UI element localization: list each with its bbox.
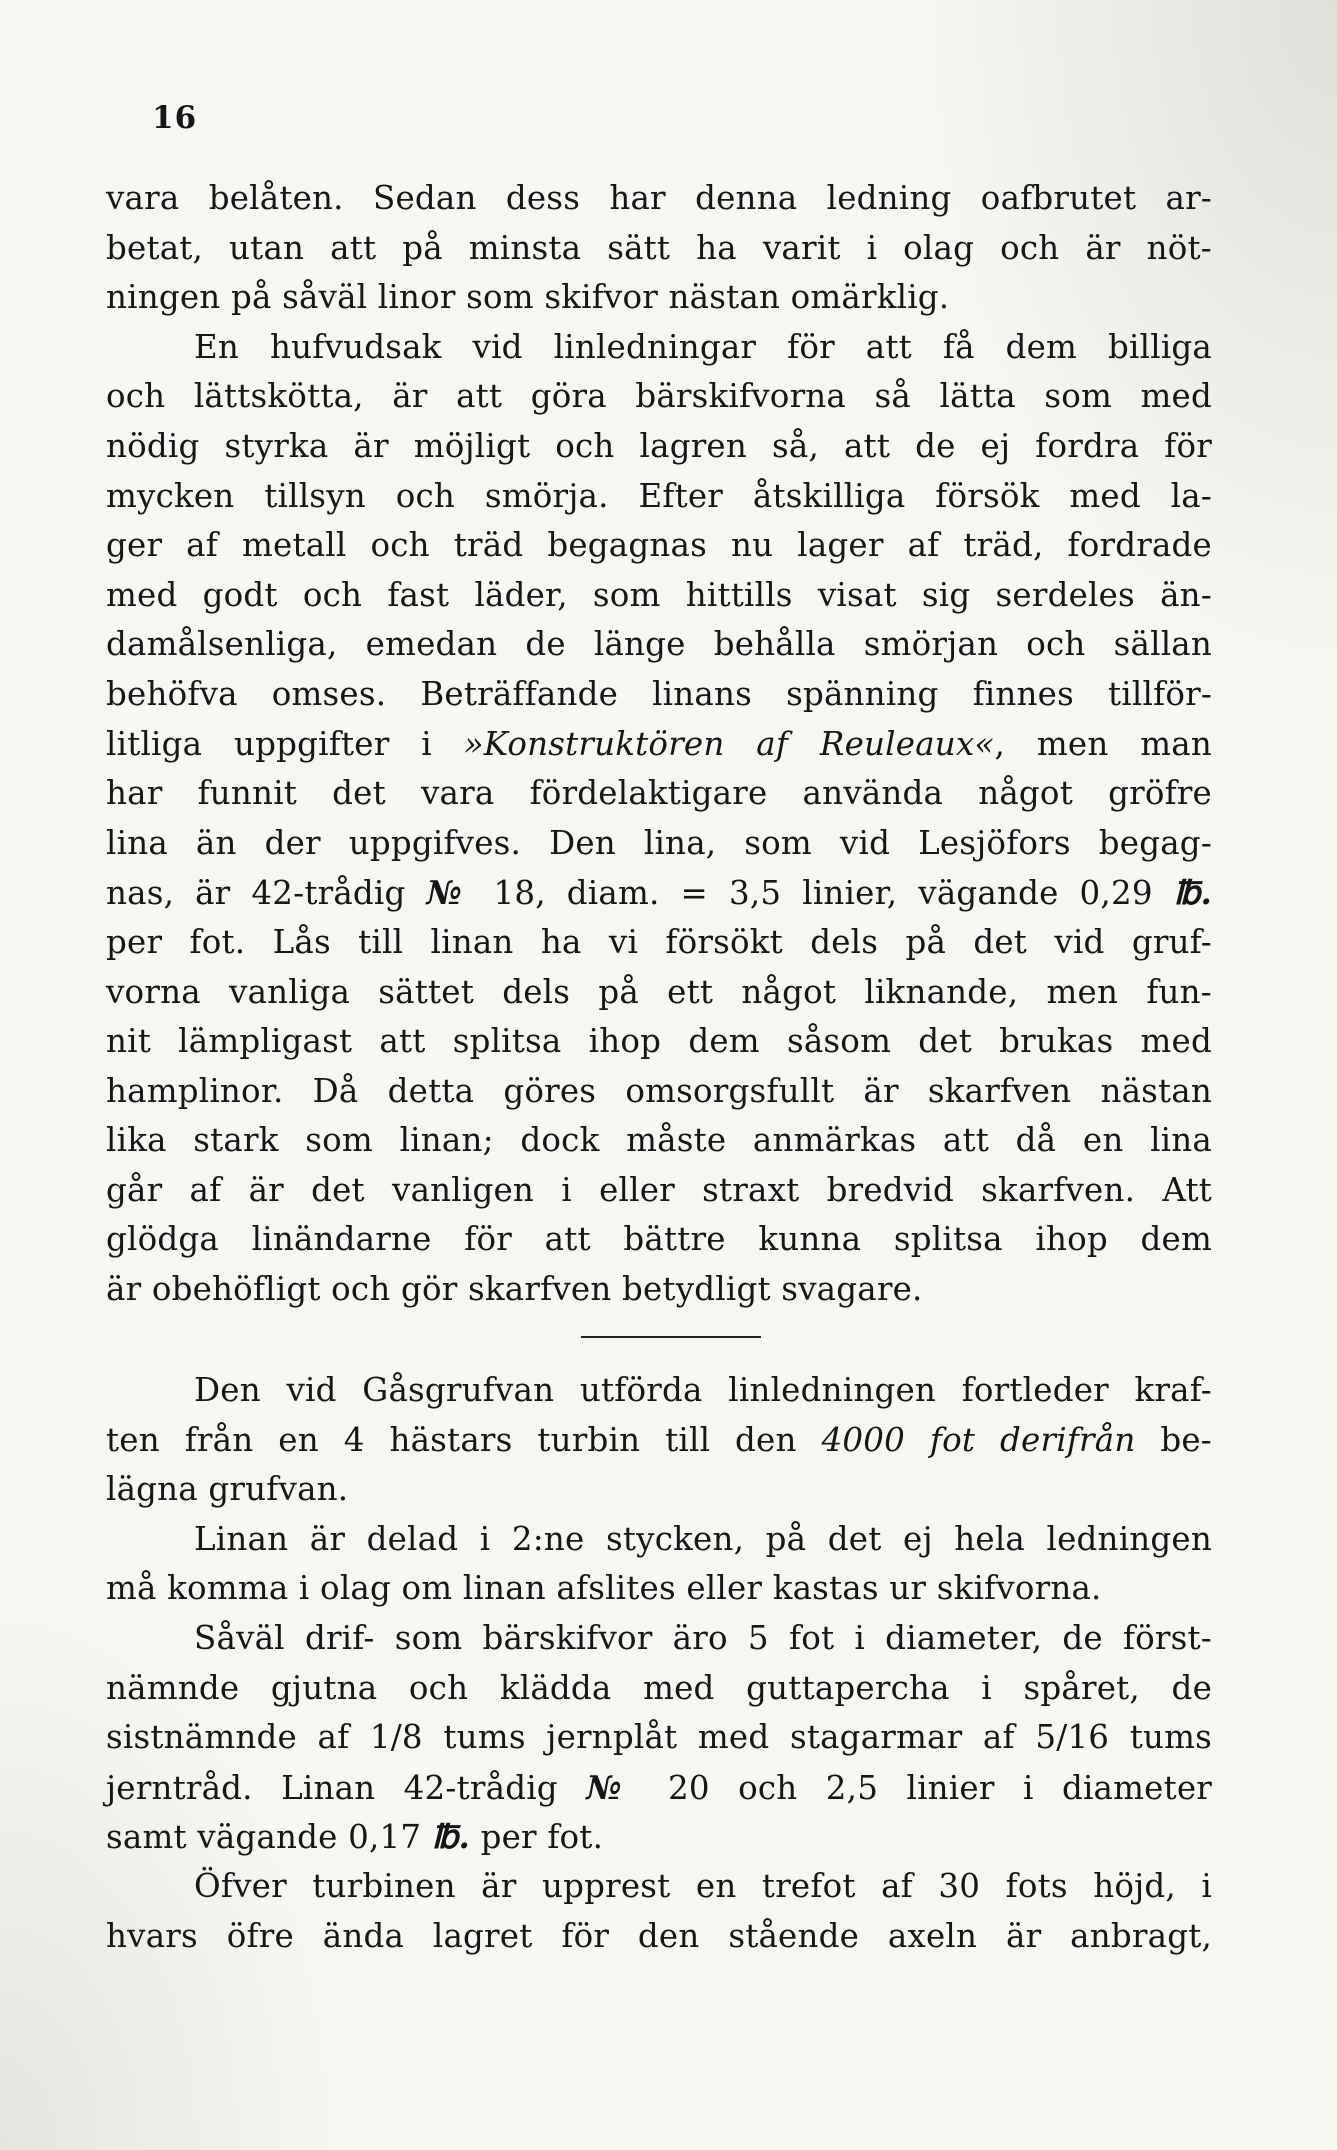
line-text: jerntråd. Linan 42-trådig (106, 1768, 587, 1807)
line-text: litliga uppgifter i (106, 724, 464, 763)
pound-unit-symbol: ℔. (431, 1817, 471, 1857)
line-text: tums jernplåt med stagarmar af (422, 1718, 1036, 1757)
text-block-lower (106, 1366, 1212, 1961)
text-line: mycken tillsyn och smörja. Efter åtskilliga försök med la- (106, 476, 1212, 515)
line-text: be- (1135, 1420, 1212, 1459)
text-line: lägna grufvan. (106, 1470, 349, 1509)
text-line: glödga linändarne för att bättre kunna splitsa ihop dem (106, 1220, 1212, 1259)
text-line: vara belåten. Sedan dess har denna ledning oafbrutet ar- (106, 179, 1212, 217)
text-line (106, 1713, 1212, 1763)
text-line: Såväl drif- som bärskifvor äro 5 fot i diameter, de först- (194, 1618, 1212, 1657)
text-line: med godt och fast läder, som hittills visat sig serdeles än- (106, 575, 1212, 614)
line-text: samt vägande 0,17 (106, 1818, 432, 1857)
line-text: sistnämnde af (106, 1718, 370, 1757)
line-text: 20 och 2,5 linier i diameter (639, 1768, 1212, 1807)
fraction: 5/16 (1035, 1718, 1110, 1757)
text-line (106, 1416, 1212, 1466)
line-text: 18, diam. = 3,5 linier, vägande 0,29 (472, 874, 1174, 913)
text-line: må komma i olag om linan afslites eller kastas ur skifvorna. (106, 1569, 1102, 1608)
text-line: går af är det vanligen i eller straxt bredvid skarfven. Att (106, 1170, 1212, 1209)
line-text: tums (1109, 1718, 1212, 1757)
text-line: och lättskötta, är att göra bärskifvorna så lätta som med (106, 377, 1212, 416)
text-line: Linan är delad i 2:ne stycken, på det ej hela ledningen (194, 1519, 1212, 1558)
text-line: Öfver turbinen är upprest en trefot af 30 fots höjd, i (194, 1866, 1212, 1905)
text-line: per fot. Lås till linan ha vi försökt dels på det vid gruf- (106, 922, 1212, 961)
text-block-upper (106, 174, 1212, 1315)
line-text: , men man (994, 724, 1212, 763)
text-line: behöfva omses. Beträffande linans spänning finnes tillför- (106, 674, 1212, 713)
text-line (106, 868, 1212, 918)
text-line: hvars öfre ända lagret för den stående axeln är anbragt, (106, 1916, 1212, 1955)
text-line (106, 1763, 1212, 1813)
line-text: per fot. (470, 1818, 604, 1857)
text-line: Den vid Gåsgrufvan utförda linledningen fortleder kraf- (194, 1371, 1212, 1409)
line-text: nas, är 42-trådig (106, 874, 427, 913)
text-line (106, 1812, 1212, 1862)
text-line: är obehöfligt och gör skarfven betydligt svagare. (106, 1270, 923, 1309)
page-number: 16 (152, 100, 198, 136)
text-line: nämnde gjutna och klädda med guttapercha i spåret, de (106, 1668, 1212, 1707)
pound-unit-symbol: ℔. (1173, 873, 1213, 913)
text-line: betat, utan att på minsta sätt ha varit i olag och är nöt- (106, 228, 1212, 267)
text-line: damålsenliga, emedan de länge behålla smörjan och sällan (106, 625, 1212, 664)
text-line: lika stark som linan; dock måste anmärkas att då en lina (106, 1121, 1212, 1160)
text-line: vorna vanliga sättet dels på ett något liknande, men fun- (106, 972, 1212, 1011)
line-text: ten från en 4 hästars turbin till den (106, 1420, 822, 1459)
section-divider (581, 1336, 761, 1338)
distance-italic: 4000 fot derifrån (821, 1420, 1136, 1459)
text-line: ningen på såväl linor som skifvor nästan omärklig. (106, 278, 950, 317)
text-line: lina än der uppgifves. Den lina, som vid Lesjöfors begag- (106, 823, 1212, 862)
text-line: nit lämpligast att splitsa ihop dem såsom det brukas med (106, 1022, 1212, 1061)
text-line: har funnit det vara fördelaktigare använda något gröfre (106, 774, 1212, 813)
text-line: nödig styrka är möjligt och lagren så, att de ej fordra för (106, 426, 1212, 465)
number-symbol: № (426, 873, 473, 913)
book-title-italic: »Konstruktören af Reuleaux« (463, 724, 995, 763)
fraction: 1/8 (369, 1718, 423, 1757)
text-line: En hufvudsak vid linledningar för att få dem billiga (194, 327, 1212, 366)
number-symbol: № (586, 1767, 640, 1807)
text-line (106, 720, 1212, 770)
text-line: hamplinor. Då detta göres omsorgsfullt är skarfven nästan (106, 1071, 1212, 1110)
text-line: ger af metall och träd begagnas nu lager af träd, fordrade (106, 526, 1212, 565)
